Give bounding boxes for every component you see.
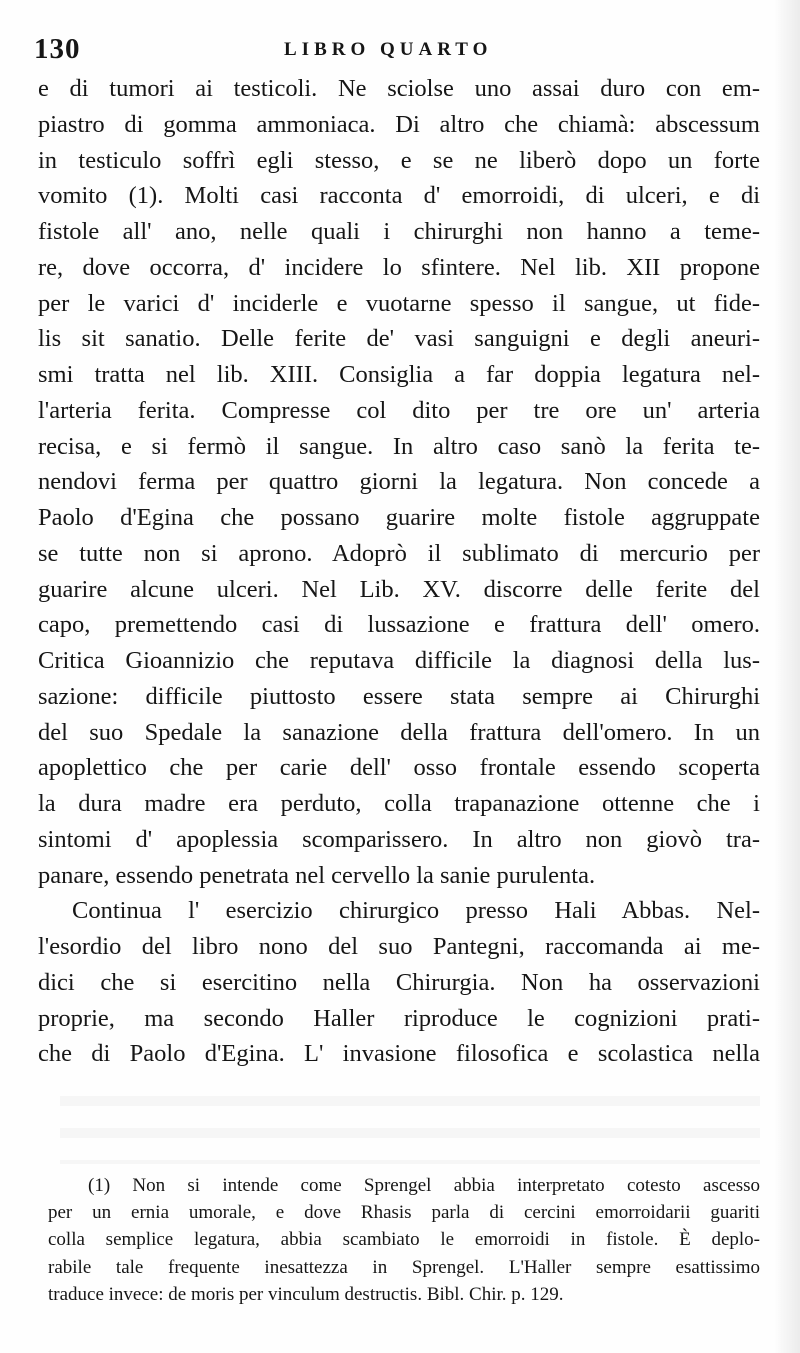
text-line: del suo Spedale la sanazione della frattura dell'omero. In un bbox=[38, 718, 760, 746]
text-line: vomito (1). Molti casi racconta d' emorroidi, di ulceri, e di bbox=[38, 182, 760, 210]
text-line: che di Paolo d'Egina. L' invasione filosofica e scolastica nella bbox=[38, 1040, 760, 1068]
paragraph-start-line: Continua l' esercizio chirurgico presso Hali Abbas. Nel- bbox=[72, 897, 760, 925]
text-line: sazione: difficile piuttosto essere stata sempre ai Chirurghi bbox=[38, 682, 760, 710]
main-text bbox=[38, 71, 760, 1072]
text-line: l'esordio del libro nono del suo Pantegni, raccomanda ai me- bbox=[38, 933, 760, 960]
footnote-line: traduce invece: de moris per vinculum destructis. Bibl. Chir. p. 129. bbox=[48, 1283, 564, 1305]
text-line: re, dove occorra, d' incidere lo sfintere. Nel lib. XII propone bbox=[38, 253, 760, 281]
text-line: in testiculo soffrì egli stesso, e se ne liberò dopo un forte bbox=[38, 146, 760, 174]
text-line: e di tumori ai testicoli. Ne sciolse uno assai duro con em- bbox=[38, 75, 760, 102]
text-line: capo, premettendo casi di lussazione e frattura dell' omero. bbox=[38, 611, 760, 639]
text-line: guarire alcune ulceri. Nel Lib. XV. discorre delle ferite del bbox=[38, 575, 760, 603]
text-line: per le varici d' inciderle e vuotarne spesso il sangue, ut fide- bbox=[38, 289, 760, 317]
page-edge-shadow bbox=[774, 0, 800, 1353]
text-line: recisa, e si fermò il sangue. In altro caso sanò la ferita te- bbox=[38, 432, 760, 460]
show-through-bleed bbox=[60, 1074, 760, 1164]
text-line: fistole all' ano, nelle quali i chirurghi non hanno a teme- bbox=[38, 218, 760, 245]
text-line: piastro di gomma ammoniaca. Di altro che chiamà: abscessum bbox=[38, 110, 760, 138]
footnote-line: (1) Non si intende come Sprengel abbia interpretato cotesto ascesso bbox=[88, 1175, 760, 1196]
text-line: proprie, ma secondo Haller riproduce le cognizioni prati- bbox=[38, 1004, 760, 1032]
paragraph-end-line: panare, essendo penetrata nel cervello la sanie purulenta. bbox=[38, 861, 596, 889]
page-number: 130 bbox=[34, 33, 81, 65]
text-line: sintomi d' apoplessia scomparissero. In altro non giovò tra- bbox=[38, 825, 760, 853]
footnote-line: rabile tale frequente inesattezza in Sprengel. L'Haller sempre esattissimo bbox=[48, 1256, 760, 1278]
text-line: lis sit sanatio. Delle ferite de' vasi sanguigni e degli aneuri- bbox=[38, 325, 760, 353]
text-line: smi tratta nel lib. XIII. Consiglia a far doppia legatura nel- bbox=[38, 361, 760, 388]
text-line: Critica Gioannizio che reputava difficile la diagnosi della lus- bbox=[38, 647, 760, 674]
running-title: LIBRO QUARTO bbox=[284, 39, 493, 60]
footnote-line: colla semplice legatura, abbia scambiato le emorroidi in fistole. È deplo- bbox=[48, 1229, 760, 1251]
running-head bbox=[34, 33, 774, 67]
footnote-line: per un ernia umorale, e dove Rhasis parla di cercini emorroidarii guariti bbox=[48, 1202, 760, 1224]
text-line: apoplettico che per carie dell' osso frontale essendo scoperta bbox=[38, 754, 760, 782]
text-line: la dura madre era perduto, colla trapanazione ottenne che i bbox=[38, 790, 760, 817]
text-line: se tutte non si aprono. Adoprò il sublimato di mercurio per bbox=[38, 539, 760, 567]
text-line: dici che si esercitino nella Chirurgia. Non ha osservazioni bbox=[38, 968, 760, 996]
text-line: l'arteria ferita. Compresse col dito per tre ore un' arteria bbox=[38, 396, 760, 424]
text-line: Paolo d'Egina che possano guarire molte fistole aggruppate bbox=[38, 504, 760, 531]
text-line: nendovi ferma per quattro giorni la legatura. Non concede a bbox=[38, 468, 760, 496]
footnotes bbox=[48, 1172, 760, 1308]
